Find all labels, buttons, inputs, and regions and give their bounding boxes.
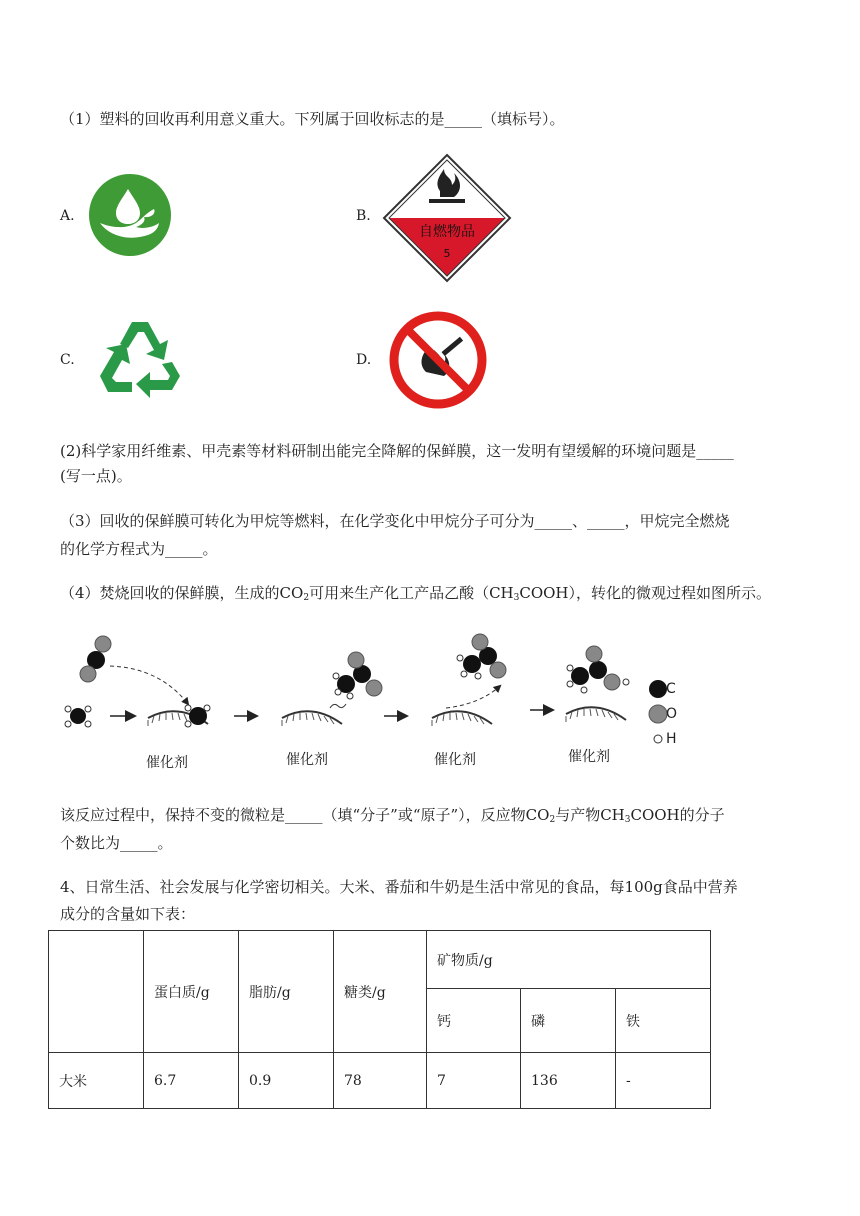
header-sugar: 糖类/g bbox=[334, 931, 427, 1053]
header-empty bbox=[49, 931, 144, 1053]
header-fat: 脂肪/g bbox=[239, 931, 334, 1053]
no-fire-icon bbox=[388, 310, 488, 410]
cell-phosphorus: 136 bbox=[521, 1053, 616, 1109]
header-calcium: 钙 bbox=[427, 989, 521, 1053]
catalyst-label-1: 催化剂 bbox=[146, 755, 188, 771]
option-c-label: C. bbox=[60, 352, 75, 368]
legend-carbon-marker bbox=[649, 680, 667, 698]
header-phosphorus: 磷 bbox=[521, 989, 616, 1053]
sign-class: 5 bbox=[443, 247, 451, 260]
legend-oxygen-marker bbox=[649, 705, 667, 723]
co2-molecule bbox=[80, 636, 111, 682]
spontaneous-combustion-icon bbox=[382, 153, 512, 283]
sign-title: 自燃物品 bbox=[419, 224, 475, 240]
option-a-label: A. bbox=[60, 208, 75, 224]
catalyst-label-4: 催化剂 bbox=[568, 749, 610, 765]
recycling-icon bbox=[92, 314, 188, 402]
question-2-line2: (写一点)。 bbox=[60, 467, 132, 485]
cell-iron: - bbox=[616, 1053, 711, 1109]
header-iron: 铁 bbox=[616, 989, 711, 1053]
cell-sugar: 78 bbox=[334, 1053, 427, 1109]
legend-h: H bbox=[666, 731, 677, 747]
catalyst-label-3: 催化剂 bbox=[434, 752, 476, 768]
question-5-line1: 4、日常生活、社会发展与化学密切相关。大米、番茄和牛奶是生活中常见的食品，每100g食品中营养 bbox=[60, 878, 738, 896]
question-4-after-line1: 该反应过程中，保持不变的微粒是_____（填“分子”或“原子”），反应物$CO_2$与产物$CH_3COOH$的分子 bbox=[60, 806, 725, 825]
legend-hydrogen-marker bbox=[654, 735, 662, 743]
question-1-text: （1）塑料的回收再利用意义重大。下列属于回收标志的是_____（填标号）。 bbox=[60, 110, 565, 128]
question-4-after-line2: 个数比为_____。 bbox=[60, 834, 173, 852]
cell-calcium: 7 bbox=[427, 1053, 521, 1109]
legend-c: C bbox=[666, 681, 676, 697]
catalyst-label-2: 催化剂 bbox=[286, 752, 328, 768]
question-2-line1: (2)科学家用纤维素、甲壳素等材料研制出能完全降解的保鲜膜，这一发明有望缓解的环境问题是_____ bbox=[60, 442, 734, 460]
question-3-line1: （3）回收的保鲜膜可转化为甲烷等燃料，在化学变化中甲烷分子可分为_____、_____，甲烷完全燃烧 bbox=[60, 512, 730, 530]
nutrition-table bbox=[48, 930, 711, 1109]
cell-fat: 0.9 bbox=[239, 1053, 334, 1109]
header-protein: 蛋白质/g bbox=[144, 931, 239, 1053]
cell-protein: 6.7 bbox=[144, 1053, 239, 1109]
water-saving-icon bbox=[86, 173, 174, 257]
table-row bbox=[49, 1053, 711, 1109]
option-b-label: B. bbox=[356, 208, 371, 224]
question-4-text: （4）焚烧回收的保鲜膜，生成的$CO_2$可用来生产化工产品乙酸$(CH_3COOH)$，转化的微观过程如图所示。 bbox=[60, 584, 772, 603]
legend-o: O bbox=[666, 706, 678, 722]
header-minerals: 矿物质/g bbox=[427, 931, 711, 989]
ch4-molecule bbox=[65, 706, 91, 727]
question-3-line2: 的化学方程式为_____。 bbox=[60, 540, 218, 558]
option-d-label: D. bbox=[356, 352, 372, 368]
question-5-line2: 成分的含量如下表： bbox=[60, 905, 196, 923]
cell-name: 大米 bbox=[49, 1053, 144, 1109]
